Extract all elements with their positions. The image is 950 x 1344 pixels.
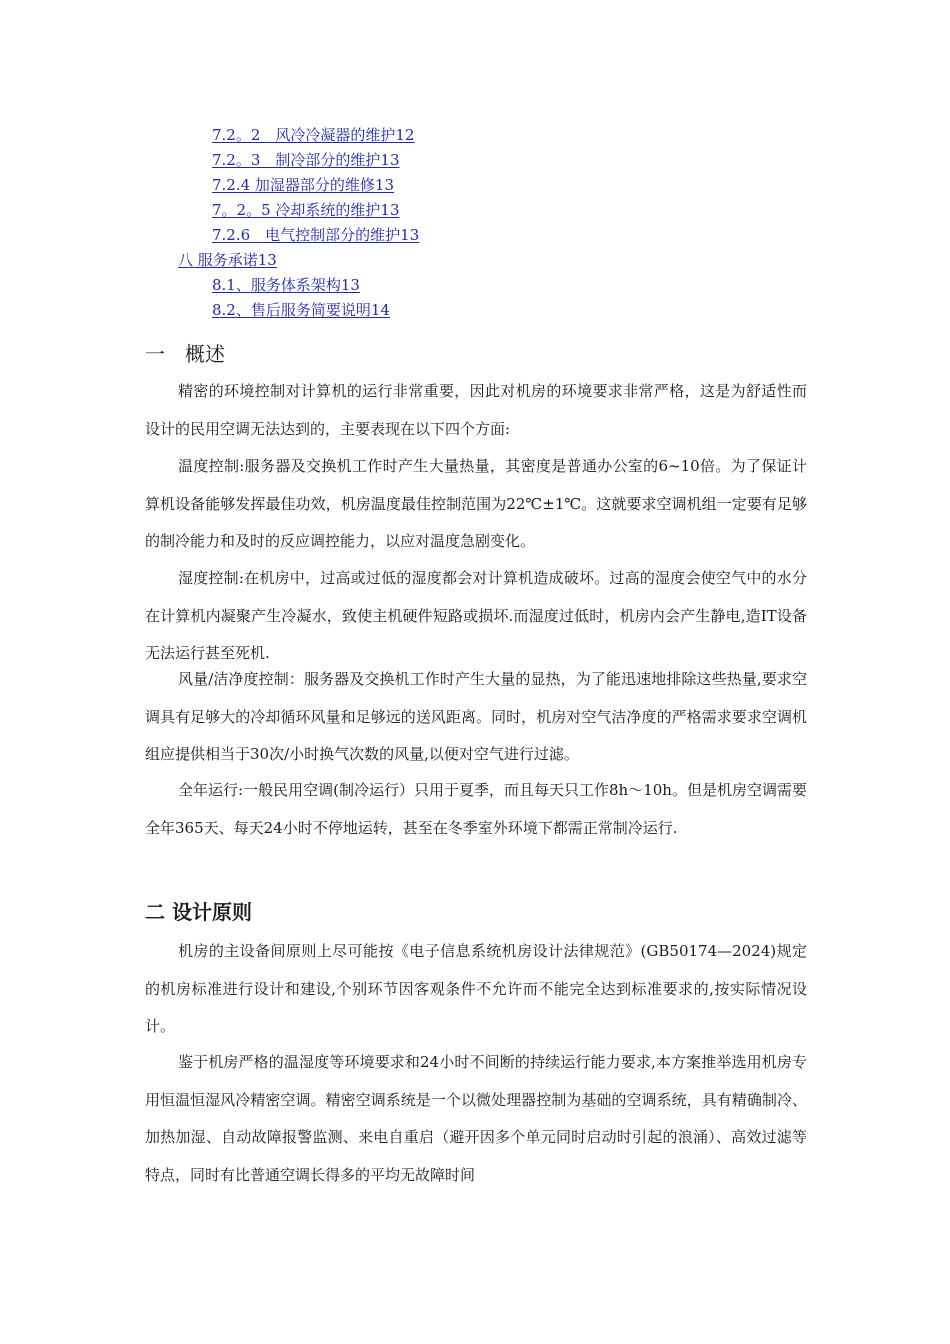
toc-link-8-1[interactable]: 8.1、服务体系架构13 <box>212 276 360 294</box>
section-heading-design-principles: 二 设计原则 <box>145 900 252 924</box>
paragraph-standard: 机房的主设备间原则上尽可能按《电子信息系统机房设计法律规范》(GB50174—2024)规定的机房标准进行设计和建设,个别环节因客观条件不允许而不能完全达到标准要求的,按实际情况设计。 <box>145 942 807 1035</box>
toc-link-7-2-3[interactable]: 7.2。3 制冷部分的维护13 <box>212 151 400 169</box>
paragraph-precision-ac: 鉴于机房严格的温湿度等环境要求和24小时不间断的持续运行能力要求,本方案推举选用机房专用恒温恒湿风冷精密空调。精密空调系统是一个以微处理器控制为基础的空调系统，具有精确制冷、加热加湿、自动故障报警监测、来电自重启（避开因多个单元同时启动时引起的浪涌）、高效过滤等特点，同时有比普通空调长得多的平均无故障时间 <box>145 1053 807 1184</box>
section-heading-overview: 一 概述 <box>145 342 225 366</box>
toc-link-7-2-5[interactable]: 7。2。5 冷却系统的维护13 <box>212 201 400 219</box>
toc-link-7-2-2[interactable]: 7.2。2 风冷冷凝器的维护12 <box>212 126 415 144</box>
paragraph-humidity: 湿度控制:在机房中，过高或过低的湿度都会对计算机造成破坏。过高的湿度会使空气中的水分在计算机内凝聚产生冷凝水，致使主机硬件短路或损坏.而湿度过低时，机房内会产生静电,造IT设备无法运行甚至死机. <box>145 569 807 662</box>
toc-link-7-2-4[interactable]: 7.2.4 加湿器部分的维修13 <box>212 176 395 194</box>
toc-link-8-2[interactable]: 8.2、售后服务简要说明14 <box>212 301 390 319</box>
paragraph-airflow: 风量/洁净度控制：服务器及交换机工作时产生大量的显热，为了能迅速地排除这些热量,要求空调具有足够大的冷却循环风量和足够远的送风距离。同时，机房对空气洁净度的严格需求要求空调机组应提供相当于30次/小时换气次数的风量,以便对空气进行过滤。 <box>145 670 807 763</box>
toc-link-7-2-6[interactable]: 7.2.6 电气控制部分的维护13 <box>212 226 420 244</box>
toc-link-8[interactable]: 八 服务承诺13 <box>178 251 277 269</box>
paragraph-intro: 精密的环境控制对计算机的运行非常重要，因此对机房的环境要求非常严格，这是为舒适性而设计的民用空调无法达到的，主要表现在以下四个方面: <box>145 382 807 438</box>
paragraph-temperature: 温度控制:服务器及交换机工作时产生大量热量，其密度是普通办公室的6~10倍。为了保证计算机设备能够发挥最佳功效，机房温度最佳控制范围为22℃±1℃。这就要求空调机组一定要有足够的制冷能力和及时的反应调控能力，以应对温度急剧变化。 <box>145 457 807 550</box>
paragraph-year-round: 全年运行:一般民用空调(制冷运行）只用于夏季，而且每天只工作8h～10h。但是机房空调需要全年365天、每天24小时不停地运转，甚至在冬季室外环境下都需正常制冷运行. <box>145 781 807 837</box>
